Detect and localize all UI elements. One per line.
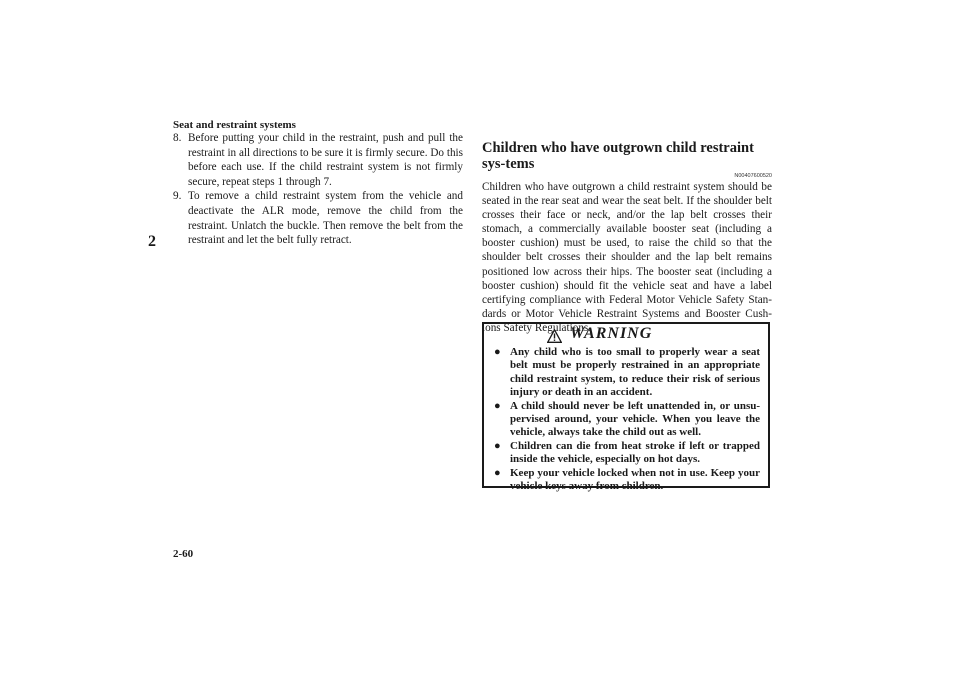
section-body: Children who have outgrown a child restraint system should be seated in the rear seat and wear the seat belt. If the shoulder belt crosses their face or neck, and/or the lap belt crosses their stomach, a commercially available booster seat (including a booster cushion) must be used, to raise the child so that the shoulder belt crosses their shoulder and the lap belt remains positioned low across their hips. The booster seat (including a booster cushion) should fit the vehicle seat and have a label certifying compliance with Federal Motor Vehicle Safety Stan-dards or Motor Vehicle Restraint Systems and Booster Cush-ions Safety Regulations. (482, 181, 772, 334)
bullet-icon: ● (494, 399, 501, 412)
bullet-icon: ● (494, 439, 501, 452)
section-code: N00407600520 (734, 173, 772, 179)
warning-item: ● A child should never be left unattended in, or unsu-pervised around, your vehicle. When you leave the vehicle, always take the child out as well. (494, 399, 760, 439)
right-column (482, 140, 772, 335)
warning-list (484, 346, 768, 493)
step-number: 8. (173, 132, 182, 144)
warning-triangle-icon (547, 329, 562, 343)
warning-title: WARNING (570, 325, 653, 342)
warning-header (484, 324, 768, 346)
bullet-icon: ● (494, 346, 501, 358)
warning-item: ● Any child who is too small to properly wear a seat belt must be properly restrained in an appropriate child restraint system, to reduce their risk of serious injury or death in an accident. (494, 346, 760, 399)
page-number: 2-60 (173, 548, 194, 560)
running-header: Seat and restraint systems (173, 119, 296, 131)
step-text: Before putting your child in the restraint, push and pull the restraint in all directions to be sure it is firmly secure. Do this before each use. If the child restraint system is not firmly secure, repeat steps 1 through 7. (188, 132, 463, 188)
step-8 (173, 131, 463, 189)
left-column (173, 131, 463, 248)
chapter-tab: 2 (148, 233, 156, 250)
bullet-icon: ● (494, 466, 501, 479)
step-text: To remove a child restraint system from the vehicle and deactivate the ALR mode, remove the child from the restraint. Unlatch the buckle. Then remove the belt from the restraint and let the belt fully retract. (188, 190, 463, 247)
step-9 (173, 189, 463, 247)
warning-box (482, 322, 770, 493)
section-title: Children who have outgrown child restraint sys-tems (482, 140, 754, 172)
step-number: 9. (173, 190, 182, 203)
warning-item: ● Keep your vehicle locked when not in use. Keep your vehicle keys away from children. (494, 466, 760, 493)
warning-item: ● Children can die from heat stroke if left or trapped inside the vehicle, especially on hot days. (494, 439, 760, 466)
